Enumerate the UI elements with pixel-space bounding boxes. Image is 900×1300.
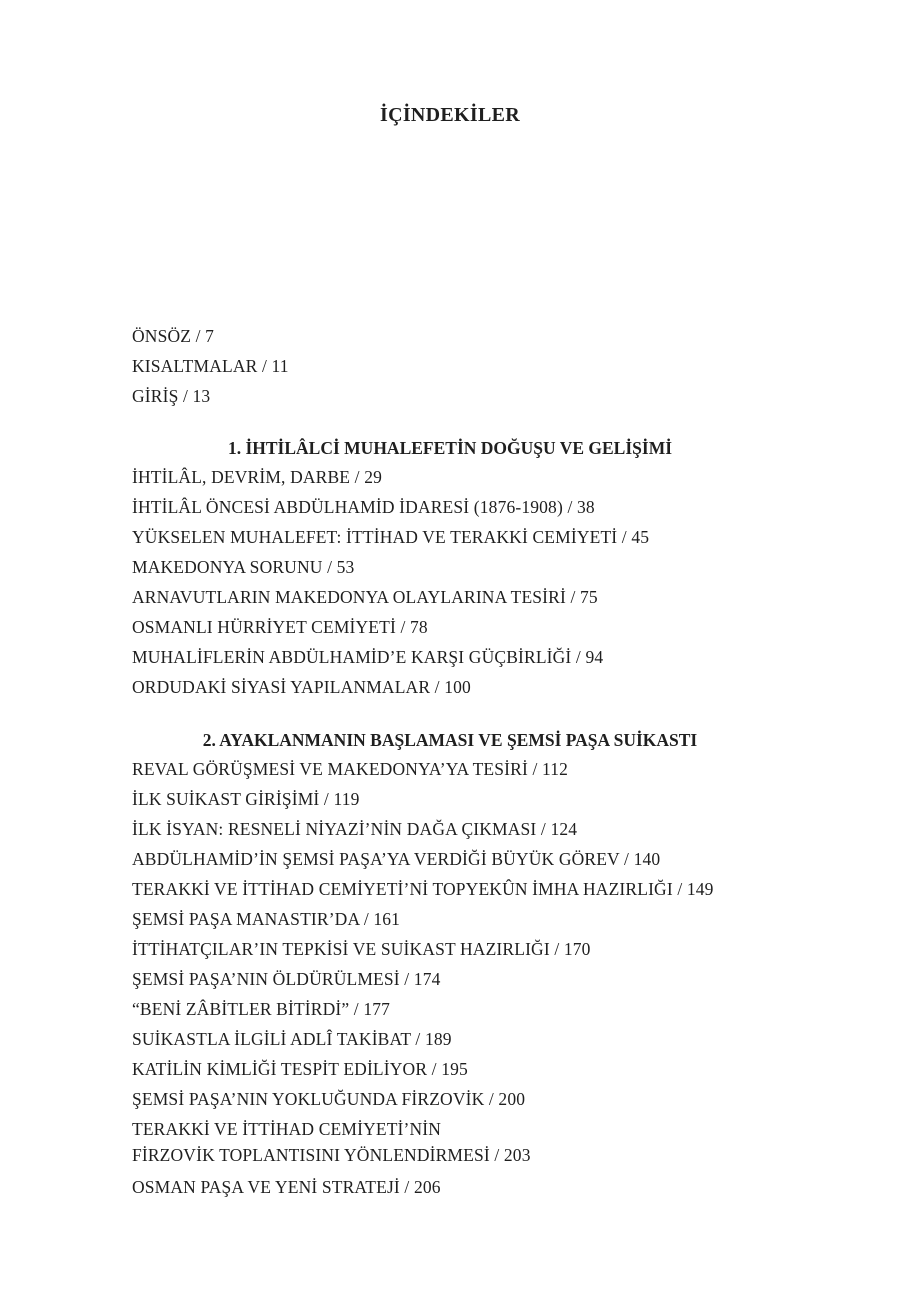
toc-entry: OSMANLI HÜRRİYET CEMİYETİ / 78 bbox=[132, 617, 428, 637]
toc-entry: TERAKKİ VE İTTİHAD CEMİYETİ’NİN bbox=[132, 1119, 442, 1139]
toc-entry: FİRZOVİK TOPLANTISINI YÖNLENDİRMESİ / 203 bbox=[132, 1145, 531, 1165]
toc-entry: ŞEMSİ PAŞA’NIN YOKLUĞUNDA FİRZOVİK / 200 bbox=[132, 1089, 526, 1109]
page-title: İÇİNDEKİLER bbox=[380, 104, 520, 126]
toc-entry: ŞEMSİ PAŞA’NIN ÖLDÜRÜLMESİ / 174 bbox=[132, 969, 441, 989]
toc-entry: MAKEDONYA SORUNU / 53 bbox=[132, 557, 355, 577]
toc-entry: İHTİLÂL ÖNCESİ ABDÜLHAMİD İDARESİ (1876-1908) / 38 bbox=[132, 497, 595, 517]
toc-entry: YÜKSELEN MUHALEFET: İTTİHAD VE TERAKKİ CEMİYETİ / 45 bbox=[132, 527, 650, 547]
toc-entry: REVAL GÖRÜŞMESİ VE MAKEDONYA’YA TESİRİ / 112 bbox=[132, 759, 569, 779]
toc-entry-front-1: ÖNSÖZ / 7 bbox=[132, 326, 215, 346]
toc-entry: İTTİHATÇILAR’IN TEPKİSİ VE SUİKAST HAZIRLIĞI / 170 bbox=[132, 939, 591, 959]
toc-entry: KATİLİN KİMLİĞİ TESPİT EDİLİYOR / 195 bbox=[132, 1059, 468, 1079]
toc-entry: ORDUDAKİ SİYASİ YAPILANMALAR / 100 bbox=[132, 677, 471, 697]
toc-entry: ŞEMSİ PAŞA MANASTIR’DA / 161 bbox=[132, 909, 401, 929]
toc-entry: İLK SUİKAST GİRİŞİMİ / 119 bbox=[132, 789, 360, 809]
toc-entry: ARNAVUTLARIN MAKEDONYA OLAYLARINA TESİRİ / 75 bbox=[132, 587, 598, 607]
toc-entry: ABDÜLHAMİD’İN ŞEMSİ PAŞA’YA VERDİĞİ BÜYÜK GÖREV / 140 bbox=[132, 849, 661, 869]
toc-entry: İLK İSYAN: RESNELİ NİYAZİ’NİN DAĞA ÇIKMASI / 124 bbox=[132, 819, 578, 839]
toc-entry: İHTİLÂL, DEVRİM, DARBE / 29 bbox=[132, 467, 382, 487]
toc-entry: MUHALİFLERİN ABDÜLHAMİD’E KARŞI GÜÇBİRLİĞİ / 94 bbox=[132, 647, 604, 667]
toc-entry-front-2: KISALTMALAR / 11 bbox=[132, 356, 289, 376]
toc-entry: “BENİ ZÂBİTLER BİTİRDİ” / 177 bbox=[132, 999, 391, 1019]
chapter-1-heading: 1. İHTİLÂLCİ MUHALEFETİN DOĞUŞU VE GELİŞİMİ bbox=[227, 438, 673, 458]
chapter-2-heading: 2. AYAKLANMANIN BAŞLAMASI VE ŞEMSİ PAŞA SUİKASTI bbox=[202, 730, 698, 750]
toc-entry: SUİKASTLA İLGİLİ ADLÎ TAKİBAT / 189 bbox=[132, 1029, 452, 1049]
toc-entry-front-3: GİRİŞ / 13 bbox=[132, 386, 211, 406]
toc-entry: OSMAN PAŞA VE YENİ STRATEJİ / 206 bbox=[132, 1177, 441, 1197]
toc-entry: TERAKKİ VE İTTİHAD CEMİYETİ’Nİ TOPYEKÛN İMHA HAZIRLIĞI / 149 bbox=[132, 879, 714, 899]
